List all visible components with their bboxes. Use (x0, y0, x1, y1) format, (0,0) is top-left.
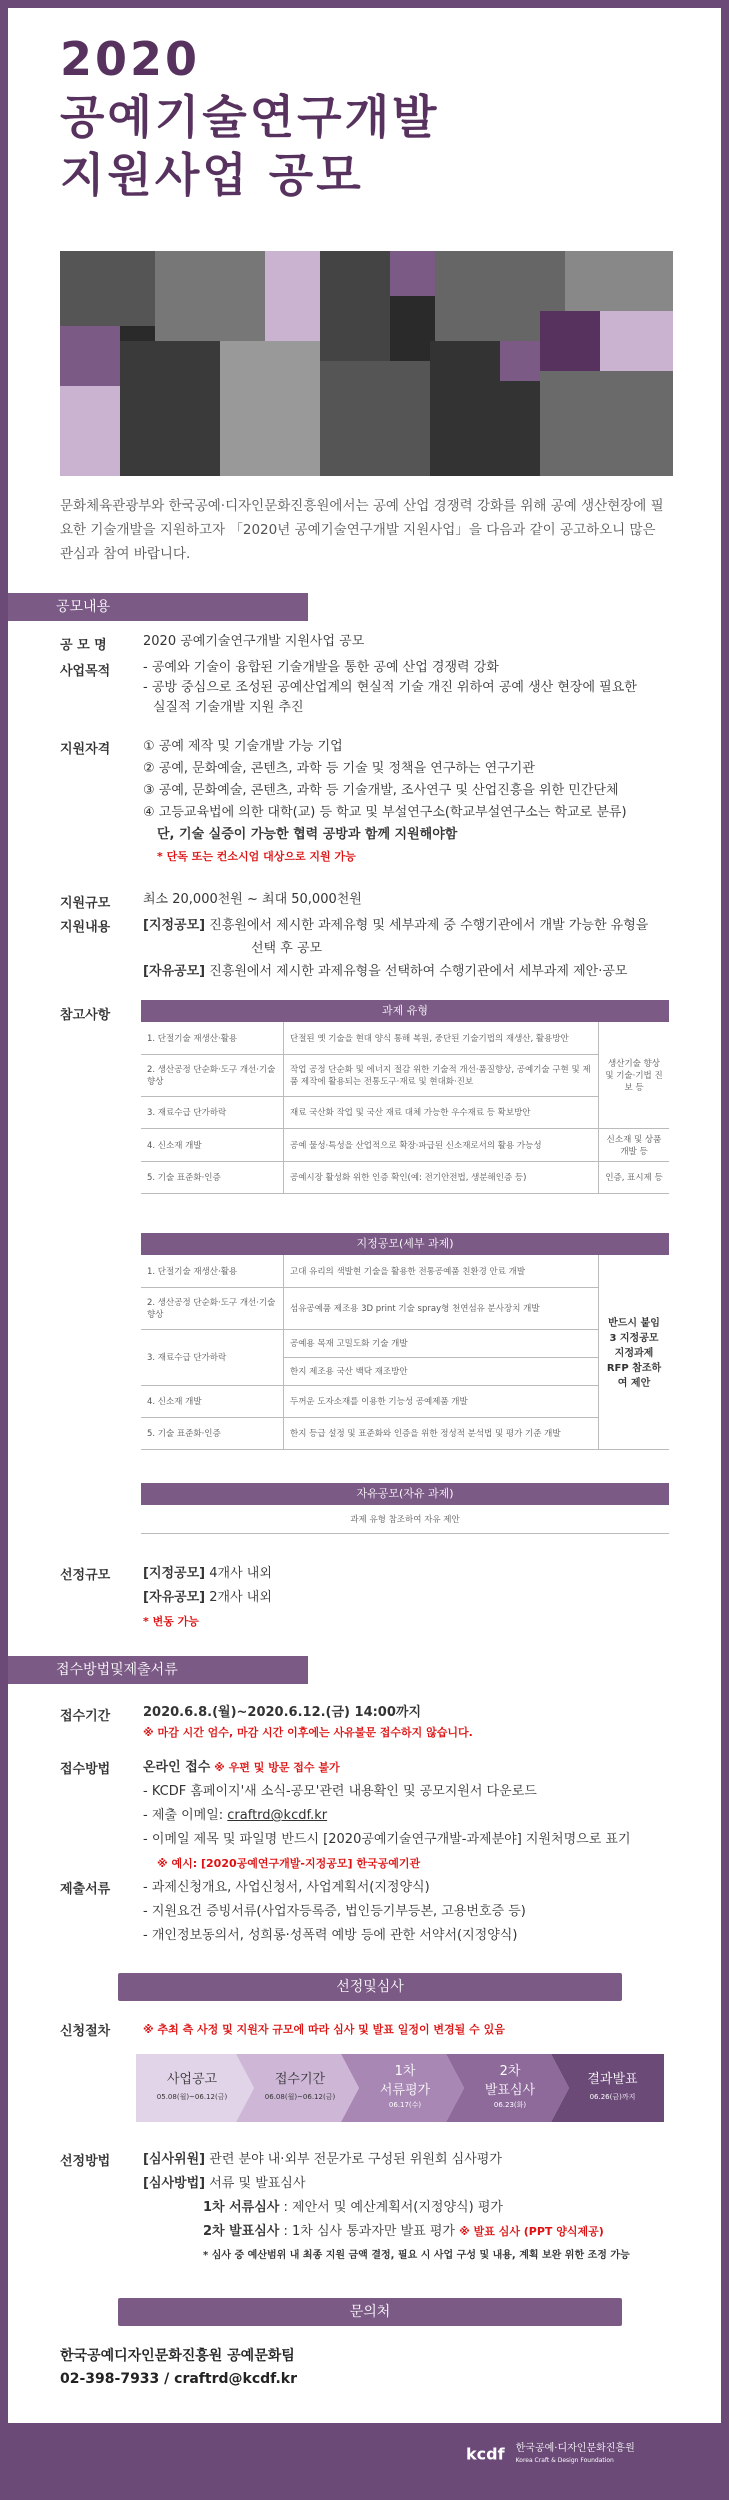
table-free-tasks: 자유공모(자유 과제) 과제 유형 참조하여 자유 제안 (141, 1483, 669, 1534)
label-selection-method: 선정방법 (60, 2154, 111, 2169)
table-designated-tasks: 지정공모(세부 과제) 1. 단절기술 재생산·활용 고대 유리의 색발현 기술을 활용한 전통공예품 친환경 안료 개발 반드시 붙임3 지정공모 지정과제 RFP 참조하여 제안 2. 생산공정 단순화·도구 개선·기술 향상 섬유공예품 제조용 3D print 기술 spray형 천연섬유 분사장치 개발 3. 재료수급 단가하락 공예용 목재 고밀도화 기술 개발 한지 제조용 국산 백닥 재조방안 4. 신소재 개발 두꺼운 도자소재를 이용한 기능성 공예제품 개발 5. 기술 표준화·인증 한지 등급 설정 및 표준화와 인증을 위한 정성적 분석법 및 평가 기준 개발 (141, 1233, 669, 1450)
label-qualification: 지원자격 (60, 742, 111, 757)
page-title: 2020 공예기술연구개발 지원사업 공모 (60, 32, 440, 202)
footer-logo: kcdf 한국공예·디자인문화진흥원 Korea Craft & Design Foundation (466, 2443, 635, 2464)
contact-info[interactable]: 02-398-7933 / craftrd@kcdf.kr (60, 2371, 298, 2387)
poster-card (8, 8, 721, 2423)
section-header-submission: 접수방법및제출서류 (8, 1656, 308, 1684)
value-selection-method: [심사위원] 관련 분야 내·외부 전문가로 구성된 위원회 심사평가 [심사방법] 서류 및 발표심사 1차 서류심사 : 제안서 및 예산계획서(지정양식) 평가 2차 발표심사 : 1차 심사 통과자만 발표 평가 ※ 발표 심사 (PPT 양식제공) * 심사 중 예산범위 내 최종 지원 금액 결정, 필요 시 사업 구성 및 내용, 계획 보완 위한 조정 가능 (143, 2152, 630, 2261)
label-period: 접수기간 (60, 1709, 111, 1724)
photo-collage (60, 251, 673, 476)
label-name: 공 모 명 (60, 638, 107, 653)
table-header: 자유공모(자유 과제) (141, 1483, 669, 1505)
intro-text: 문화체육관광부와 한국공예·디자인문화진흥원에서는 공예 산업 경쟁력 강화를 위해 공예 생산현장에 필요한 기술개발을 지원하고자 「2020년 공예기술연구개발 지원사업」을 다음과 같이 공고하오니 많은 관심과 참여 바랍니다. (60, 498, 664, 562)
email-link[interactable]: craftrd@kcdf.kr (227, 1808, 328, 1823)
section-header-selection: 선정및심사 (118, 1973, 622, 2001)
label-content: 지원내용 (60, 920, 111, 935)
value-name: 2020 공예기술연구개발 지원사업 공모 (143, 634, 365, 649)
step-2: 접수기간 06.08(월)~06.12(금) (264, 2072, 336, 2101)
value-content: [지정공모] 진흥원에서 제시한 과제유형 및 세부과제 중 수행기관에서 개발 가능한 유형을 선택 후 공모 [자유공모] 진흥원에서 제시한 과제유형을 선택하여 수행기관에서 세부과제 제안·공모 (143, 918, 649, 979)
section-header-contact: 문의처 (118, 2298, 622, 2326)
value-qualification: ① 공예 제작 및 기술개발 가능 기업 ② 공예, 문화예술, 콘텐츠, 과학 등 기술 및 정책을 연구하는 연구기관 ③ 공예, 문화예술, 콘텐츠, 과학 등 기술개발, 조사연구 및 산업진흥을 위한 민간단체 ④ 고등교육법에 의한 대학(교) 등 학교 및 부설연구소(학교부설연구소는 학교로 분류) 단, 기술 실증이 가능한 협력 공방과 함께 지원해야함 * 단독 또는 컨소시엄 대상으로 지원 가능 (143, 739, 627, 863)
value-purpose: - 공예와 기술이 융합된 기술개발을 통한 공예 산업 경쟁력 강화 - 공방 중심으로 조성된 공예산업계의 현실적 기술 개진 위하여 공예 생산 현장에 필요한 실질적 기술개발 지원 추진 (143, 660, 637, 715)
table-task-types: 과제 유형 1. 단절기술 재생산·활용 단절된 옛 기술을 현대 양식 통해 복원, 중단된 기술기법의 재생산, 활용방안 생산기술 향상 및 기술·기법 진보 등 2. 생산공정 단순화·도구 개선·기술 향상 작업 공정 단순화 및 에너지 절감 위한 기술적 개선·품질향상, 공예기술 구현 및 제품 제작에 활용되는 전통도구·재료 및 현대화·진보 3. 재료수급 단가하락 재료 국산화 작업 및 국산 재료 대체 가능한 우수재료 등 확보방안 4. 신소재 개발 공예 물성·특성을 산업적으로 확장·파급된 신소재로서의 활용 가능성 신소재 및 상품 개발 등 5. 기술 표준화·인증 공예시장 활성화 위한 인증 확인(예: 전기안전법, 생분해인증 등) 인증, 표시제 등 (141, 1000, 669, 1194)
label-documents: 제출서류 (60, 1882, 111, 1897)
step-1: 사업공고 05.08(월)~06.12(금) (156, 2072, 228, 2101)
label-method: 접수방법 (60, 1762, 111, 1777)
label-procedure: 신청절차 (60, 2024, 111, 2039)
contact-org: 한국공예디자인문화진흥원 공예문화팀 (60, 2348, 295, 2364)
value-selection-scale: [지정공모] 4개사 내외 [자유공모] 2개사 내외 * 변동 가능 (143, 1566, 272, 1628)
section-header-contest: 공모내용 (8, 593, 308, 621)
procedure-note: ※ 추최 측 사정 및 지원자 규모에 따라 심사 및 발표 일정이 변경될 수 있음 (143, 2023, 505, 2036)
process-steps (136, 2054, 664, 2122)
value-method: 온라인 접수 ※ 우편 및 방문 접수 불가 - KCDF 홈페이지'새 소식-공모'관련 내용확인 및 공모지원서 다운로드 - 제출 이메일: craftrd@kcdf.kr - 이메일 제목 및 파일명 반드시 [2020공예기술연구개발-과제분야] 지원처명으로 표기 ※ 예시: [2020공예연구개발-지정공모] 한국공예기관 (143, 1760, 631, 1870)
step-4: 2차 발표심사 06.23(화) (484, 2064, 536, 2109)
label-purpose: 사업목적 (60, 664, 111, 679)
value-documents: - 과제신청개요, 사업신청서, 사업계획서(지정양식) - 지원요건 증빙서류(사업자등록증, 법인등기부등본, 고용번호증 등) - 개인정보동의서, 성희롱·성폭력 예방 등에 관한 서약서(지정양식) (143, 1880, 526, 1943)
value-scale: 최소 20,000천원 ~ 최대 50,000천원 (143, 892, 362, 907)
step-3: 1차 서류평가 06.17(수) (379, 2064, 431, 2109)
step-5: 결과발표 06.26(금)까지 (587, 2072, 638, 2101)
label-reference: 참고사항 (60, 1008, 111, 1023)
table-header: 지정공모(세부 과제) (141, 1233, 669, 1255)
table-header: 과제 유형 (141, 1000, 669, 1022)
label-scale: 지원규모 (60, 896, 111, 911)
value-period: 2020.6.8.(월)~2020.6.12.(금) 14:00까지 ※ 마감 시간 엄수, 마감 시간 이후에는 사유불문 접수하지 않습니다. (143, 1705, 473, 1739)
label-selection-scale: 선정규모 (60, 1568, 111, 1583)
